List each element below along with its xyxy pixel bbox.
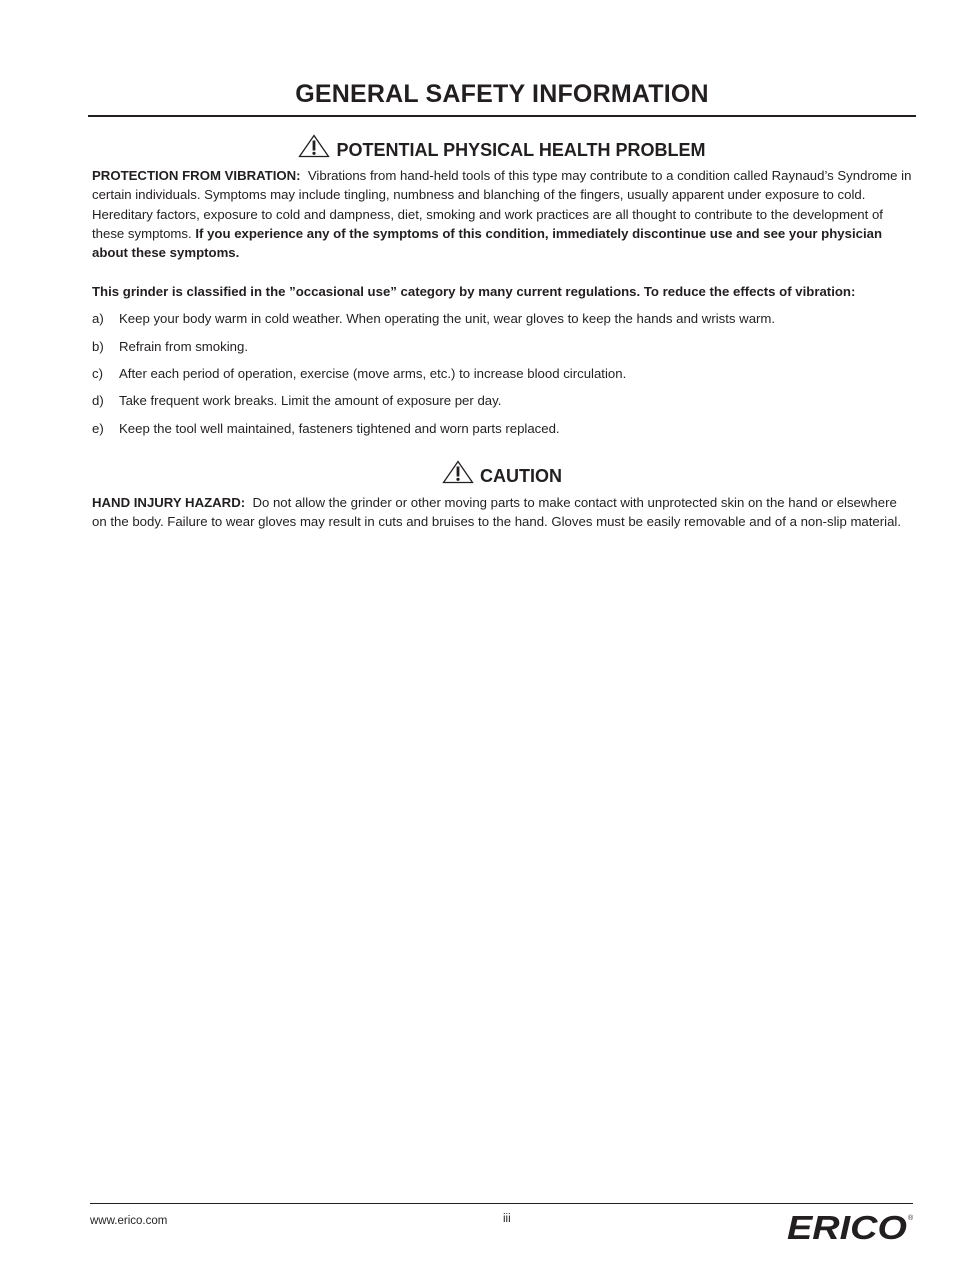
caution-section-heading	[88, 460, 916, 489]
classification-text: This grinder is classified in the ”occasional use” category by many current regulations. To reduce the effects of vibration:	[92, 284, 856, 299]
list-item-text: Keep the tool well maintained, fasteners tightened and worn parts replaced.	[119, 421, 560, 436]
classification-statement	[92, 282, 916, 301]
page-number: iii	[503, 1213, 511, 1225]
list-item	[92, 391, 916, 410]
list-item	[92, 364, 916, 383]
list-marker: b)	[92, 339, 104, 354]
hazard-text: Do not allow the grinder or other moving parts to make contact with unprotected skin on the hand or elsewhere on the body. Failure to wear gloves may result in cuts and bruises to the hand. Gloves must be easily removable and of a non-slip material.	[92, 495, 902, 530]
list-item	[92, 309, 916, 328]
footer-divider	[90, 1203, 913, 1204]
hand-injury-paragraph	[92, 493, 902, 532]
list-item-text: After each period of operation, exercise (move arms, etc.) to increase blood circulation.	[119, 366, 627, 381]
list-marker: c)	[92, 366, 103, 381]
list-marker: a)	[92, 311, 104, 326]
list-item-text: Refrain from smoking.	[119, 339, 248, 354]
page-title: GENERAL SAFETY INFORMATION	[295, 80, 709, 108]
list-item-text: Keep your body warm in cold weather. When operating the unit, wear gloves to keep the hands and wrists warm.	[119, 311, 776, 326]
list-marker: e)	[92, 421, 104, 436]
warning-triangle-icon	[442, 460, 474, 489]
hazard-label: HAND INJURY HAZARD:	[92, 495, 246, 510]
svg-text:®: ®	[908, 1215, 914, 1222]
list-item	[92, 419, 916, 438]
list-item-text: Take frequent work breaks. Limit the amount of exposure per day.	[119, 393, 502, 408]
vibration-label: PROTECTION FROM VIBRATION:	[92, 168, 301, 183]
health-section-title: POTENTIAL PHYSICAL HEALTH PROBLEM	[336, 140, 706, 160]
title-divider	[88, 115, 916, 117]
caution-title: CAUTION	[480, 466, 562, 486]
health-section-heading	[88, 134, 916, 163]
vibration-text: Vibrations from hand-held tools of this type may contribute to a condition called Raynaud’s Syndrome in certain individuals. Symptoms may include tingling, numbness and blanching of the fingers, usually apparent under exposure to cold. Hereditary factors, exposure to cold and dampness, diet, smoking and work practices are all thought to contribute to the development of these symptoms.	[92, 168, 912, 241]
footer-url[interactable]: www.erico.com	[90, 1215, 168, 1227]
list-item	[92, 337, 916, 356]
warning-triangle-icon	[298, 134, 330, 163]
vibration-paragraph	[92, 166, 916, 262]
vibration-warning: If you experience any of the symptoms of this condition, immediately discontinue use and see your physician about these symptoms.	[92, 225, 882, 261]
list-marker: d)	[92, 393, 104, 408]
svg-text:ERICO: ERICO	[787, 1210, 908, 1244]
erico-logo	[785, 1210, 917, 1249]
